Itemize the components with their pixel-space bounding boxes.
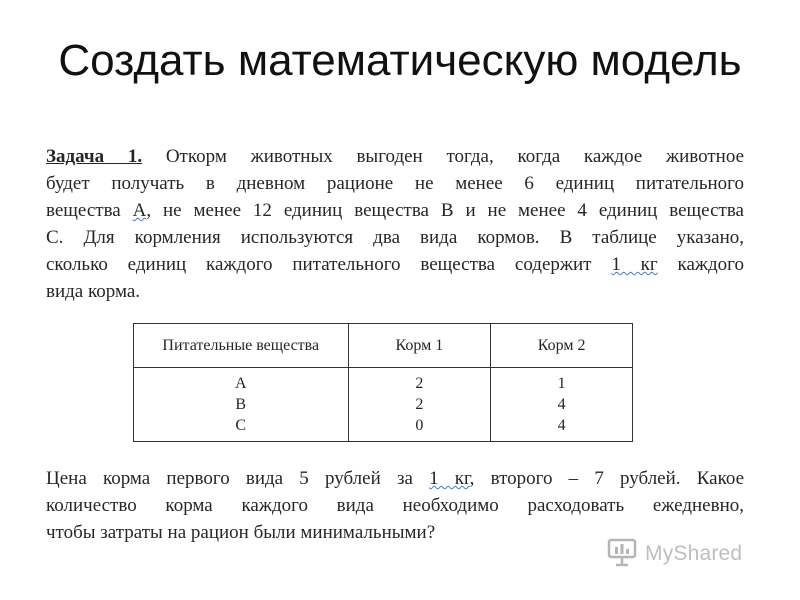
task-line-1 <box>46 143 744 170</box>
nutrient-b: В <box>235 396 247 413</box>
task-line-3-pre: вещества <box>46 200 133 221</box>
task-paragraph <box>46 143 744 305</box>
question-line-1-post: , второго – 7 рублей. Какое <box>469 468 744 489</box>
nutrient-table <box>133 323 633 442</box>
question-line-1-pre: Цена корма первого вида 5 рублей за <box>46 468 430 489</box>
header-feed-1: Корм 1 <box>348 324 491 368</box>
feed-1-value-a: 2 <box>415 375 424 392</box>
nutrient-names-cell <box>134 368 349 442</box>
feed-1-values-cell <box>348 368 491 442</box>
task-line-5-post: каждого <box>657 254 744 275</box>
table-row <box>134 368 633 442</box>
task-line-6: вида корма. <box>46 281 141 302</box>
task-line-5-pre: сколько единиц каждого питательного вещества содержит <box>46 254 612 275</box>
question-line-3: чтобы затраты на рацион были минимальными? <box>46 522 436 543</box>
feed-1-value-b: 2 <box>415 396 424 413</box>
task-line-1-text: Откорм животных выгоден тогда, когда каждое животное <box>142 146 744 167</box>
nutrient-c: С <box>235 417 247 434</box>
header-feed-2: Корм 2 <box>491 324 633 368</box>
feed-2-value-b: 4 <box>557 396 566 413</box>
feed-1-value-c: 0 <box>415 417 424 434</box>
question-line-1 <box>46 465 744 492</box>
header-nutrients: Питательные вещества <box>134 324 349 368</box>
feed-2-value-c: 4 <box>557 417 566 434</box>
nutrient-a: А <box>234 375 247 392</box>
task-label: Задача 1. <box>46 146 143 167</box>
myshared-logo-icon <box>606 536 640 573</box>
task-line-3 <box>46 197 744 224</box>
question-line-2: количество корма каждого вида необходимо расходовать ежедневно, <box>46 495 744 516</box>
table-header-row <box>134 324 633 368</box>
feed-2-value-a: 1 <box>557 375 566 392</box>
feed-2-values-cell <box>491 368 633 442</box>
task-line-2: будет получать в дневном рационе не менее 6 единиц питательного <box>46 173 744 194</box>
unit-kg-marked: 1 кг <box>611 254 658 275</box>
task-line-3-post: , не менее 12 единиц вещества В и не менее 4 единиц вещества <box>146 200 744 221</box>
watermark-text: MyShared <box>645 542 743 565</box>
task-line-4: С. Для кормления используются два вида кормов. В таблице указано, <box>46 227 744 248</box>
substance-a-marked: А <box>132 200 147 221</box>
slide-title: Создать математическую модель <box>58 36 742 85</box>
price-unit-kg-marked: 1 кг <box>429 468 470 489</box>
task-line-5 <box>46 251 744 278</box>
watermark <box>606 534 742 574</box>
